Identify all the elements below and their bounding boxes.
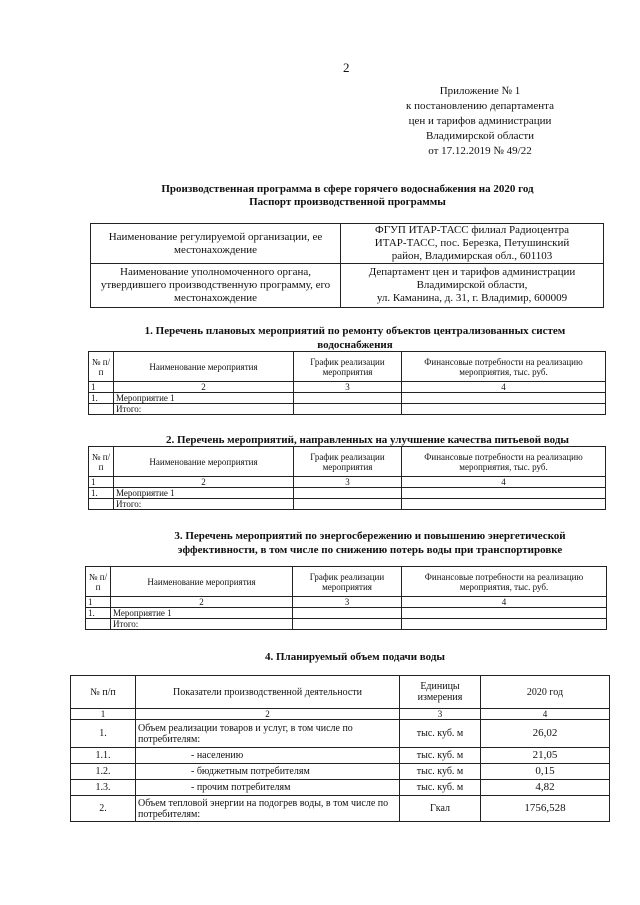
empty-cell — [294, 404, 402, 415]
col-index: 1 — [71, 709, 136, 720]
table-header-row — [71, 676, 610, 709]
passport-value-line: ул. Каманина, д. 31, г. Владимир, 600009 — [376, 292, 568, 304]
empty-cell — [402, 499, 606, 510]
col-header-finance: Финансовые потребности на реализацию мероприятия, тыс. руб. — [402, 352, 606, 382]
empty-cell — [294, 393, 402, 404]
col-header-unit: Единицы измерения — [400, 676, 481, 709]
appendix-line: Приложение № 1 — [439, 85, 521, 97]
col-header-name: Наименование мероприятия — [114, 447, 294, 477]
passport-value-line: район, Владимирская обл., 601103 — [391, 250, 553, 262]
page-number: 2 — [343, 60, 350, 75]
row-value: 1756,528 — [481, 796, 610, 822]
row-unit: тыс. куб. м — [400, 748, 481, 764]
table-row — [86, 619, 607, 630]
section-title-line: эффективности, в том числе по снижению потерь воды при транспортировке — [177, 544, 563, 556]
row-indicator: Объем реализации товаров и услуг, в том числе по потребителям: — [136, 720, 400, 748]
col-index: 3 — [294, 477, 402, 488]
row-value: 4,82 — [481, 780, 610, 796]
table-row — [86, 597, 607, 608]
row-total: Итого: — [111, 619, 293, 630]
empty-cell — [86, 619, 111, 630]
col-header-name: Наименование мероприятия — [111, 567, 293, 597]
passport-label: Наименование регулируемой организации, ее местонахождение — [91, 224, 341, 264]
col-index: 3 — [294, 382, 402, 393]
col-index: 3 — [400, 709, 481, 720]
empty-cell — [89, 499, 114, 510]
table-row — [89, 477, 606, 488]
col-header-num: № п/п — [89, 447, 114, 477]
table-row — [71, 780, 610, 796]
row-unit: Гкал — [400, 796, 481, 822]
row-total: Итого: — [114, 499, 294, 510]
row-indicator: - населению — [136, 748, 400, 764]
empty-cell — [293, 608, 402, 619]
section-title-line: 1. Перечень плановых мероприятий по ремонту объектов централизованных систем — [144, 325, 566, 337]
table-row — [89, 393, 606, 404]
row-value: 26,02 — [481, 720, 610, 748]
col-index: 2 — [114, 382, 294, 393]
col-header-year: 2020 год — [481, 676, 610, 709]
row-unit: тыс. куб. м — [400, 720, 481, 748]
section-4-table — [70, 675, 610, 822]
table-row — [89, 499, 606, 510]
empty-cell — [402, 393, 606, 404]
section-3-title — [110, 529, 630, 557]
passport-value — [341, 264, 604, 308]
appendix-line: от 17.12.2019 № 49/22 — [428, 145, 532, 157]
empty-cell — [89, 404, 114, 415]
passport-value-line: Владимирской области, — [416, 279, 528, 291]
title-line: Паспорт производственной программы — [249, 196, 446, 208]
col-index: 2 — [111, 597, 293, 608]
empty-cell — [293, 619, 402, 630]
col-index: 4 — [402, 382, 606, 393]
appendix-line: Владимирской области — [425, 130, 535, 142]
col-header-num: № п/п — [86, 567, 111, 597]
col-header-schedule: График реализации мероприятия — [294, 352, 402, 382]
col-index: 1 — [86, 597, 111, 608]
row-name: Мероприятие 1 — [111, 608, 293, 619]
row-num: 1. — [86, 608, 111, 619]
table-row — [89, 488, 606, 499]
empty-cell — [294, 488, 402, 499]
document-title — [60, 183, 635, 209]
row-name: Мероприятие 1 — [114, 488, 294, 499]
row-num: 1. — [89, 488, 114, 499]
section-4-title: 4. Планируемый объем подачи воды — [265, 651, 445, 663]
table-row — [71, 709, 610, 720]
row-name: Мероприятие 1 — [114, 393, 294, 404]
col-index: 1 — [89, 477, 114, 488]
col-index: 4 — [402, 477, 606, 488]
col-header-indicator: Показатели производственной деятельности — [136, 676, 400, 709]
appendix-line: цен и тарифов администрации — [408, 115, 552, 127]
col-index: 3 — [293, 597, 402, 608]
col-header-name: Наименование мероприятия — [114, 352, 294, 382]
row-num: 1. — [89, 393, 114, 404]
col-header-finance: Финансовые потребности на реализацию мероприятия, тыс. руб. — [402, 567, 607, 597]
row-indicator: Объем тепловой энергии на подогрев воды, в том числе по потребителям: — [136, 796, 400, 822]
row-indicator: - бюджетным потребителям — [136, 764, 400, 780]
col-header-schedule: График реализации мероприятия — [293, 567, 402, 597]
row-indicator: - прочим потребителям — [136, 780, 400, 796]
row-num: 1.2. — [71, 764, 136, 780]
passport-value-line: Департамент цен и тарифов администрации — [368, 266, 576, 278]
col-index: 4 — [481, 709, 610, 720]
table-row — [71, 748, 610, 764]
empty-cell — [294, 499, 402, 510]
table-row — [71, 720, 610, 748]
col-index: 1 — [89, 382, 114, 393]
section-1-title — [95, 324, 615, 352]
section-1-table — [88, 351, 606, 415]
row-total: Итого: — [114, 404, 294, 415]
table-row — [91, 264, 604, 308]
table-header-row — [89, 447, 606, 477]
table-row — [71, 764, 610, 780]
section-2-title: 2. Перечень мероприятий, направленных на улучшение качества питьевой воды — [165, 434, 569, 446]
row-num: 1. — [71, 720, 136, 748]
col-index: 2 — [114, 477, 294, 488]
section-title-line: 3. Перечень мероприятий по энергосбережению и повышению энергетической — [174, 530, 566, 542]
table-header-row — [86, 567, 607, 597]
table-row — [86, 608, 607, 619]
passport-value-line: ИТАР-ТАСС, пос. Березка, Петушинский — [374, 237, 570, 249]
section-2-table — [88, 446, 606, 510]
section-title-line: водоснабжения — [317, 339, 393, 351]
table-row — [89, 404, 606, 415]
title-line: Производственная программа в сфере горячего водоснабжения на 2020 год — [161, 183, 534, 195]
row-value: 21,05 — [481, 748, 610, 764]
row-num: 1.3. — [71, 780, 136, 796]
section-3-table — [85, 566, 607, 630]
col-index: 2 — [136, 709, 400, 720]
table-row — [91, 224, 604, 264]
appendix-block — [380, 84, 580, 159]
empty-cell — [402, 488, 606, 499]
row-num: 1.1. — [71, 748, 136, 764]
empty-cell — [402, 608, 607, 619]
col-header-num: № п/п — [89, 352, 114, 382]
passport-label: Наименование уполномоченного органа, утвердившего производственную программу, его местонахождение — [91, 264, 341, 308]
col-header-schedule: График реализации мероприятия — [294, 447, 402, 477]
table-row — [89, 382, 606, 393]
empty-cell — [402, 404, 606, 415]
col-index: 4 — [402, 597, 607, 608]
table-header-row — [89, 352, 606, 382]
passport-value-line: ФГУП ИТАР-ТАСС филиал Радиоцентра — [375, 224, 569, 236]
col-header-num: № п/п — [71, 676, 136, 709]
appendix-line: к постановлению департамента — [406, 100, 554, 112]
row-unit: тыс. куб. м — [400, 780, 481, 796]
empty-cell — [402, 619, 607, 630]
passport-value — [341, 224, 604, 264]
table-row — [71, 796, 610, 822]
passport-table — [90, 223, 604, 308]
row-num: 2. — [71, 796, 136, 822]
col-header-finance: Финансовые потребности на реализацию мероприятия, тыс. руб. — [402, 447, 606, 477]
row-value: 0,15 — [481, 764, 610, 780]
row-unit: тыс. куб. м — [400, 764, 481, 780]
